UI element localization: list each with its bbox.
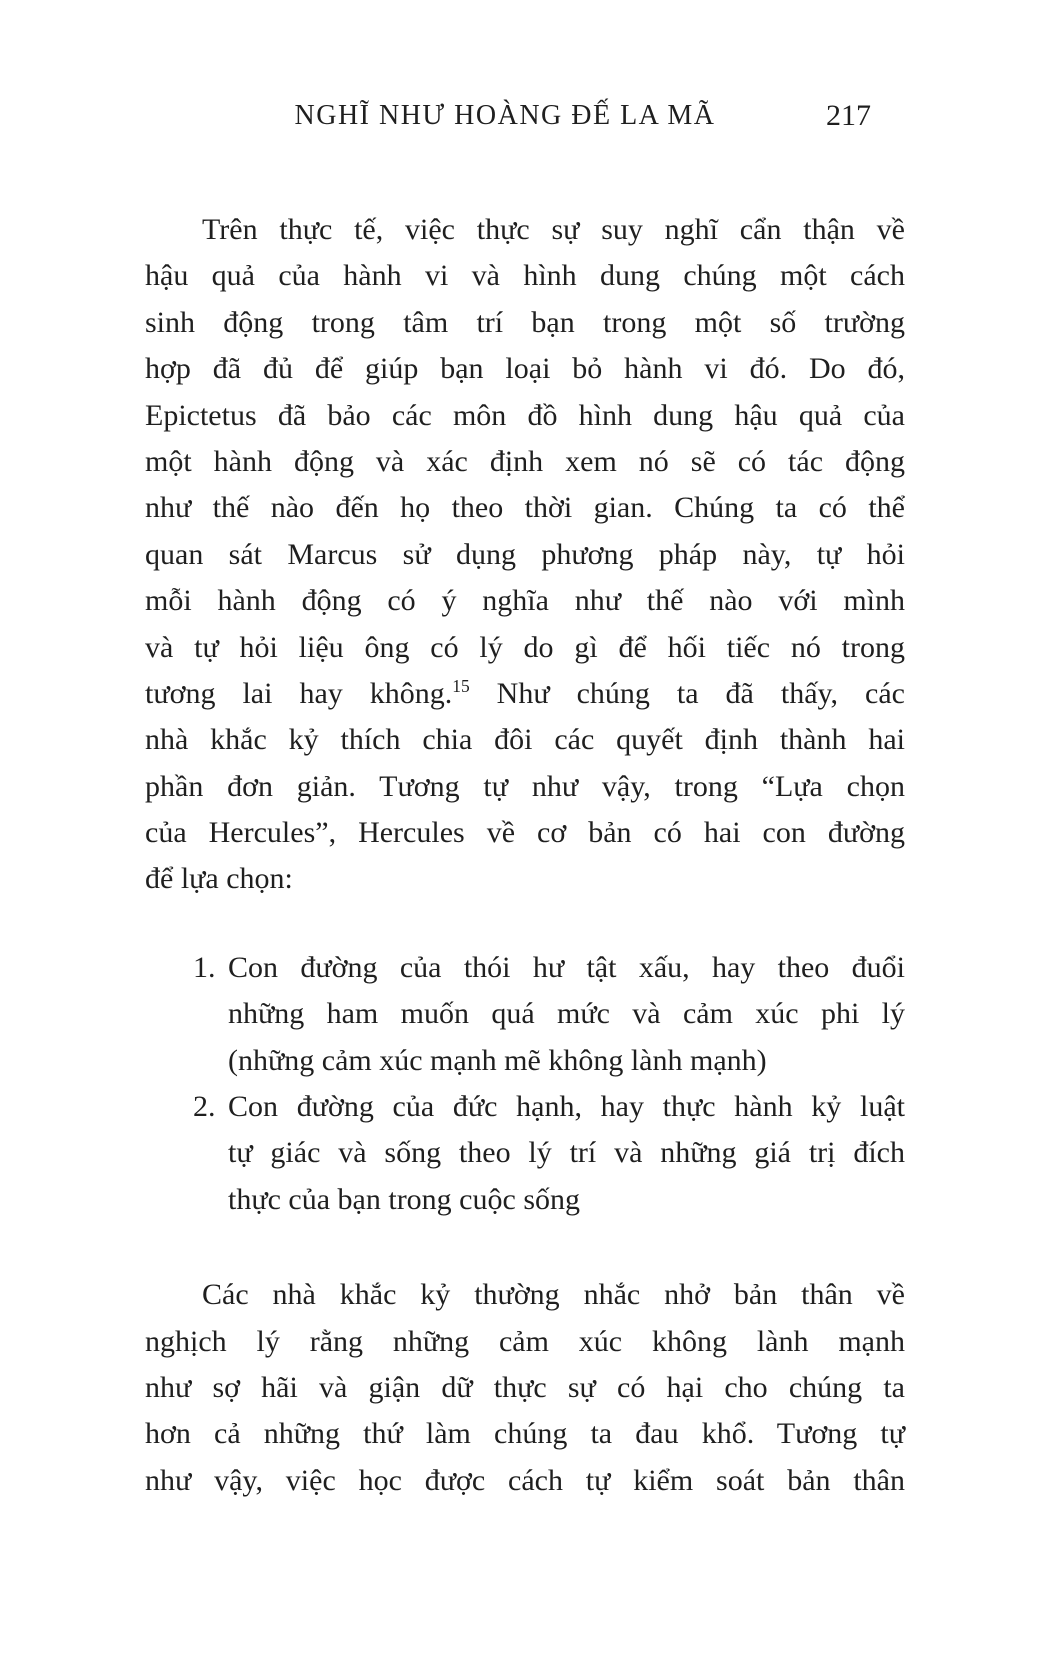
paragraph (145, 1272, 905, 1504)
footnote-reference: 15 (452, 675, 470, 696)
body-line: của Hercules”, Hercules về cơ bản có hai con đường (145, 816, 905, 850)
running-header: NGHĨ NHƯ HOÀNG ĐẾ LA MÃ (294, 100, 716, 131)
body-line: hậu quả của hành vi và hình dung chúng một cách (145, 259, 905, 293)
list-item (145, 1084, 905, 1223)
body-line: những ham muốn quá mức và cảm xúc phi lý (228, 997, 905, 1031)
body-line: (những cảm xúc mạnh mẽ không lành mạnh) (228, 1043, 767, 1077)
body-line: Con đường của thói hư tật xấu, hay theo đuổi (228, 950, 905, 984)
list-item-number: 2. (193, 1090, 216, 1124)
body-line: nghịch lý rằng những cảm xúc không lành mạnh (145, 1324, 905, 1358)
body-line: Epictetus đã bảo các môn đồ hình dung hậu quả của (145, 398, 905, 432)
numbered-list (145, 945, 905, 1223)
body-line: Các nhà khắc kỷ thường nhắc nhở bản thân về (202, 1278, 905, 1312)
body-text: tương lai hay không. (145, 676, 453, 710)
list-item (145, 945, 905, 1084)
body-line: phần đơn giản. Tương tự như vậy, trong “Lựa chọn (145, 769, 905, 803)
body-line: nhà khắc kỷ thích chia đôi các quyết định thành hai (145, 723, 905, 757)
body-line: Trên thực tế, việc thực sự suy nghĩ cẩn thận về (202, 213, 905, 246)
body-line: một hành động và xác định xem nó sẽ có tác động (145, 444, 905, 478)
body-line: tự giác và sống theo lý trí và những giá trị đích (228, 1136, 905, 1170)
body-line: như vậy, việc học được cách tự kiểm soát bản thân (145, 1463, 905, 1497)
list-item-text (228, 1084, 905, 1223)
page-number: 217 (826, 99, 871, 132)
body-line: hơn cả những thứ làm chúng ta đau khổ. Tương tự (145, 1417, 905, 1451)
body-line: mỗi hành động có ý nghĩa như thế nào với mình (145, 584, 905, 618)
list-item-number: 1. (193, 950, 216, 984)
body-text: Như chúng ta đã thấy, các (496, 676, 906, 710)
body-line: hợp đã đủ để giúp bạn loại bỏ hành vi đó. Do đó, (145, 352, 905, 386)
body-line (145, 671, 905, 717)
body-line: Con đường của đức hạnh, hay thực hành kỷ luật (228, 1090, 905, 1124)
list-item-text (228, 945, 905, 1084)
body-line: thực của bạn trong cuộc sống (228, 1182, 580, 1216)
body-line: sinh động trong tâm trí bạn trong một số trường (145, 305, 905, 339)
body-line: để lựa chọn: (145, 862, 293, 896)
body-line: như sợ hãi và giận dữ thực sự có hại cho chúng ta (145, 1370, 905, 1404)
body-line: và tự hỏi liệu ông có lý do gì để hối tiếc nó trong (145, 630, 905, 664)
body-line: quan sát Marcus sử dụng phương pháp này, tự hỏi (145, 537, 905, 571)
page-body (145, 207, 905, 1504)
paragraph (145, 207, 905, 903)
body-line: như thế nào đến họ theo thời gian. Chúng ta có thể (145, 491, 905, 525)
